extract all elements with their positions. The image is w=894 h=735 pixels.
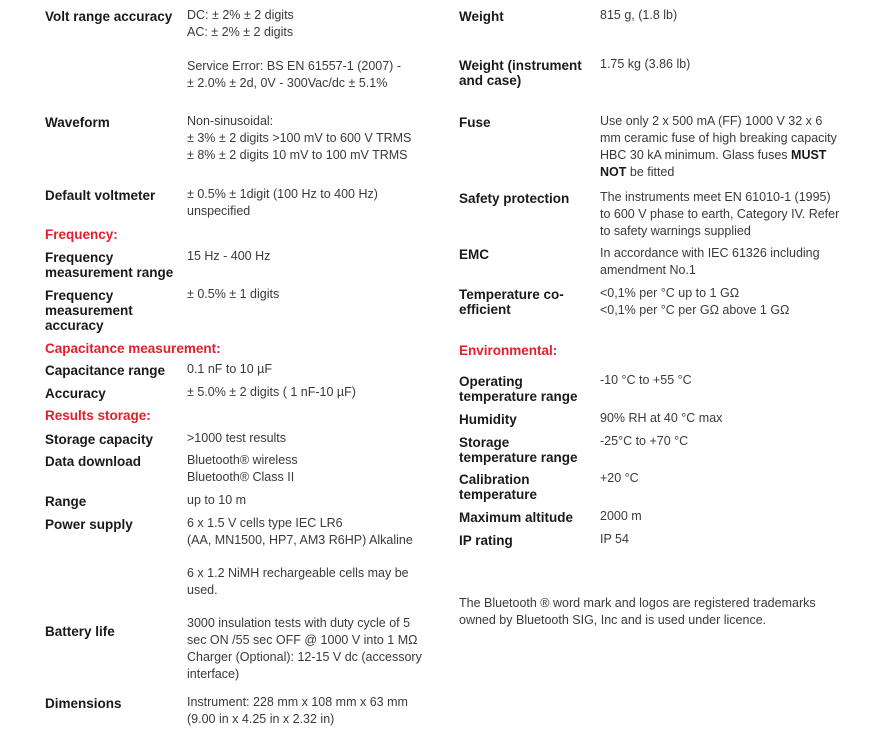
battery-life-line: 3000 insulation tests with duty cycle of 5 — [187, 616, 411, 630]
freq-accuracy-label-line: measurement — [45, 303, 133, 318]
freq-accuracy-label — [45, 288, 133, 333]
operating-temp-label-line: Operating — [459, 374, 523, 389]
operating-temp-label-line: temperature range — [459, 389, 578, 404]
weight-label: Weight — [459, 9, 504, 24]
waveform-label: Waveform — [45, 115, 110, 130]
safety-protection-label: Safety protection — [459, 191, 570, 206]
freq-range-value: 15 Hz - 400 Hz — [187, 249, 271, 263]
fuse-line-tail: be fitted — [626, 165, 675, 179]
weight-case-value: 1.75 kg (3.86 lb) — [600, 57, 691, 71]
safety-line: to safety warnings supplied — [600, 224, 751, 238]
battery-life-line: interface) — [187, 667, 240, 681]
weight-value: 815 g, (1.8 lb) — [600, 8, 678, 22]
battery-life-value — [187, 615, 422, 683]
cap-accuracy-value: ± 5.0% ± 2 digits ( 1 nF-10 µF) — [187, 385, 356, 399]
power-supply-label: Power supply — [45, 517, 133, 532]
battery-life-line: Charger (Optional): 12-15 V dc (accessory — [187, 650, 422, 664]
waveform-line: Non-sinusoidal: — [187, 114, 274, 128]
service-error-value — [187, 58, 401, 92]
capacitance-heading: Capacitance measurement: — [45, 341, 221, 356]
storage-capacity-value: >1000 test results — [187, 431, 287, 445]
trademark-note — [459, 595, 816, 629]
waveform-line: ± 8% ± 2 digits 10 mV to 100 mV TRMS — [187, 148, 408, 162]
data-download-label: Data download — [45, 454, 142, 469]
cap-accuracy-label: Accuracy — [45, 386, 106, 401]
range-label: Range — [45, 494, 87, 509]
results-storage-heading: Results storage: — [45, 408, 151, 423]
weight-case-label-line: Weight (instrument — [459, 58, 582, 73]
dimensions-label: Dimensions — [45, 696, 122, 711]
ip-rating-label: IP rating — [459, 533, 513, 548]
battery-life-label: Battery life — [45, 624, 115, 639]
safety-protection-value — [600, 189, 839, 240]
waveform-line: ± 3% ± 2 digits >100 mV to 600 V TRMS — [187, 131, 412, 145]
freq-accuracy-label-line: accuracy — [45, 318, 104, 333]
volt-accuracy-dc: DC: ± 2% ± 2 digits — [187, 8, 294, 22]
nimh-line: used. — [187, 583, 218, 597]
humidity-label: Humidity — [459, 412, 517, 427]
operating-temp-label — [459, 374, 578, 404]
fuse-line: Use only 2 x 500 mA (FF) 1000 V 32 x 6 — [600, 114, 823, 128]
emc-line: In accordance with IEC 61326 including — [600, 246, 820, 260]
data-download-line: Bluetooth® Class II — [187, 470, 295, 484]
ip-rating-value: IP 54 — [600, 532, 629, 546]
frequency-heading: Frequency: — [45, 227, 118, 242]
volt-accuracy-label: Volt range accuracy — [45, 9, 173, 24]
nimh-value — [187, 565, 409, 599]
data-download-line: Bluetooth® wireless — [187, 453, 298, 467]
default-voltmeter-label: Default voltmeter — [45, 188, 156, 203]
battery-life-line: sec ON /55 sec OFF @ 1000 V into 1 MΩ — [187, 633, 418, 647]
fuse-line: mm ceramic fuse of high breaking capacity — [600, 131, 837, 145]
nimh-line: 6 x 1.2 NiMH rechargeable cells may be — [187, 566, 409, 580]
environmental-heading: Environmental: — [459, 343, 558, 358]
fuse-must-emphasis: MUST — [791, 148, 827, 162]
fuse-value — [600, 113, 837, 181]
storage-temp-label-line: temperature range — [459, 450, 578, 465]
trademark-line: owned by Bluetooth SIG, Inc and is used under licence. — [459, 613, 767, 627]
safety-line: to 600 V phase to earth, Category IV. Refer — [600, 207, 840, 221]
trademark-line: The Bluetooth ® word mark and logos are registered trademarks — [459, 596, 816, 610]
max-altitude-value: 2000 m — [600, 509, 642, 523]
fuse-label: Fuse — [459, 115, 491, 130]
calibration-temp-label-line: temperature — [459, 487, 538, 502]
storage-temp-label-line: Storage — [459, 435, 510, 450]
temp-coeff-label — [459, 287, 564, 317]
volt-accuracy-value — [187, 7, 294, 41]
weight-case-label — [459, 58, 582, 88]
dimensions-line: Instrument: 228 mm x 108 mm x 63 mm — [187, 695, 408, 709]
range-value: up to 10 m — [187, 493, 247, 507]
weight-case-label-line: and case) — [459, 73, 522, 88]
power-supply-line: 6 x 1.5 V cells type IEC LR6 — [187, 516, 343, 530]
max-altitude-label: Maximum altitude — [459, 510, 574, 525]
temp-coeff-value — [600, 285, 789, 319]
data-download-value — [187, 452, 298, 486]
storage-temp-label — [459, 435, 578, 465]
storage-capacity-label: Storage capacity — [45, 432, 154, 447]
cap-range-label: Capacitance range — [45, 363, 166, 378]
humidity-value: 90% RH at 40 °C max — [600, 411, 723, 425]
power-supply-value — [187, 515, 413, 549]
emc-label: EMC — [459, 247, 489, 262]
temp-coeff-label-line: Temperature co- — [459, 287, 564, 302]
service-error-line: Service Error: BS EN 61557-1 (2007) - — [187, 59, 401, 73]
fuse-line: HBC 30 kA minimum. Glass fuses — [600, 148, 792, 162]
calibration-temp-label-line: Calibration — [459, 472, 530, 487]
fuse-not-emphasis: NOT — [600, 165, 627, 179]
service-error-line: ± 2.0% ± 2d, 0V - 300Vac/dc ± 5.1% — [187, 76, 388, 90]
safety-line: The instruments meet EN 61010-1 (1995) — [600, 190, 831, 204]
calibration-temp-value: +20 °C — [600, 471, 639, 485]
freq-accuracy-label-line: Frequency — [45, 288, 114, 303]
volt-accuracy-ac: AC: ± 2% ± 2 digits — [187, 25, 294, 39]
power-supply-line: (AA, MN1500, HP7, AM3 R6HP) Alkaline — [187, 533, 413, 547]
emc-value — [600, 245, 820, 279]
operating-temp-value: -10 °C to +55 °C — [600, 373, 692, 387]
calibration-temp-label — [459, 472, 537, 502]
dimensions-line: (9.00 in x 4.25 in x 2.32 in) — [187, 712, 335, 726]
freq-range-label — [45, 250, 173, 280]
dimensions-value — [187, 694, 408, 728]
default-voltmeter-line: unspecified — [187, 204, 251, 218]
waveform-value — [187, 113, 411, 164]
default-voltmeter-line: ± 0.5% ± 1digit (100 Hz to 400 Hz) — [187, 187, 378, 201]
freq-range-label-line: measurement range — [45, 265, 174, 280]
freq-range-label-line: Frequency — [45, 250, 114, 265]
emc-line: amendment No.1 — [600, 263, 696, 277]
default-voltmeter-value — [187, 186, 378, 220]
temp-coeff-line: <0,1% per °C up to 1 GΩ — [600, 286, 740, 300]
cap-range-value: 0.1 nF to 10 µF — [187, 362, 273, 376]
freq-accuracy-value: ± 0.5% ± 1 digits — [187, 287, 280, 301]
storage-temp-value: -25°C to +70 °C — [600, 434, 689, 448]
temp-coeff-label-line: efficient — [459, 302, 511, 317]
temp-coeff-line: <0,1% per °C per GΩ above 1 GΩ — [600, 303, 790, 317]
